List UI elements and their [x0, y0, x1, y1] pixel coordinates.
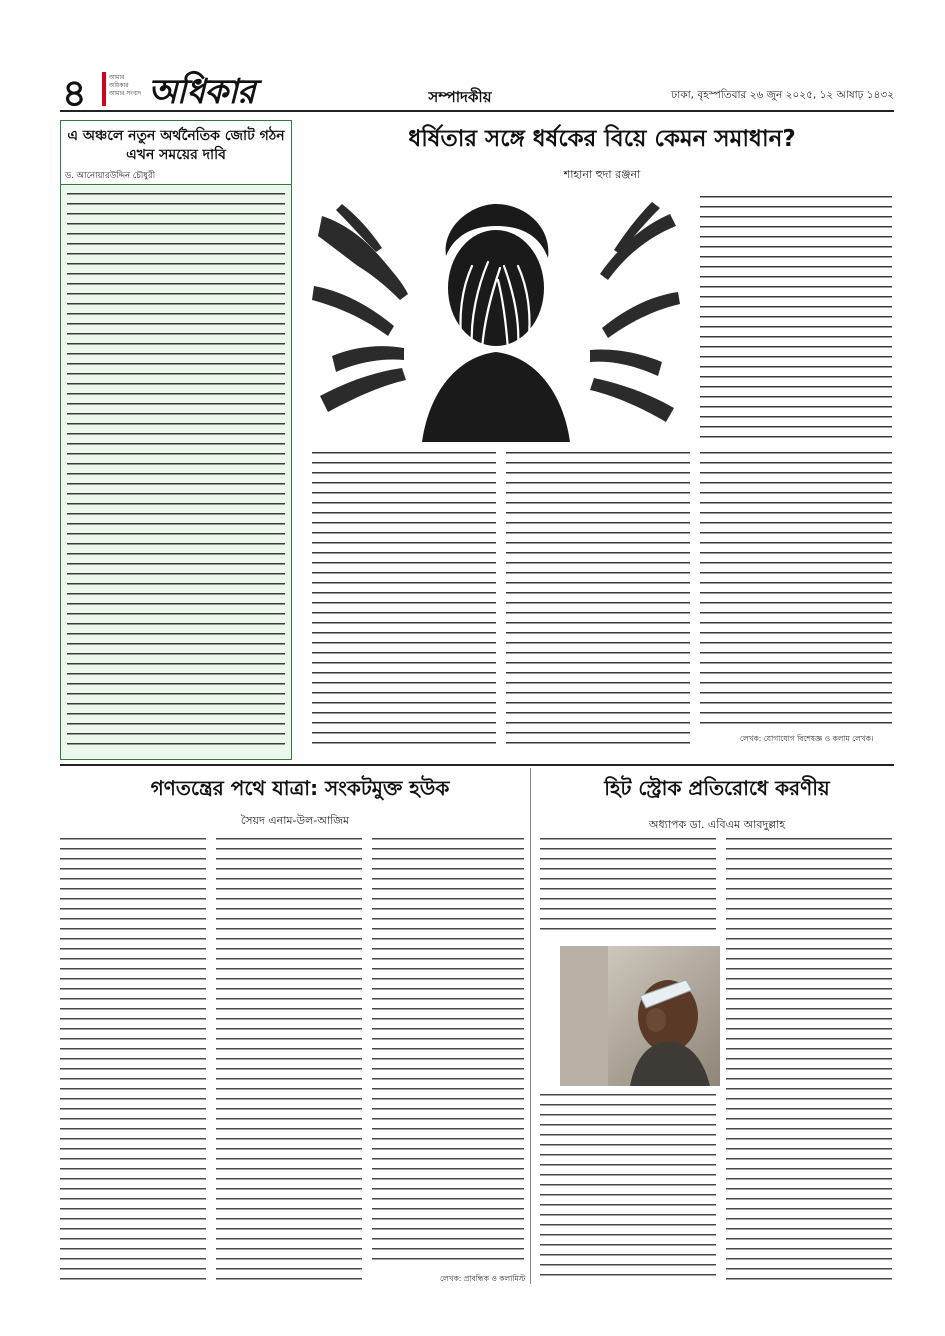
lower-left-headline: গণতন্ত্রের পথে যাত্রা: সংকটমুক্ত হউক: [150, 776, 450, 800]
main-article-text-col-top-right: [700, 196, 892, 442]
dateline: ঢাকা, বৃহস্পতিবার ২৬ জুন ২০২৫, ১২ আষাঢ় ১৪৩২: [671, 89, 894, 101]
man-drinking-water-photo: [560, 946, 720, 1086]
hands-illustration: [312, 196, 680, 442]
lower-left-text-col-3: [372, 838, 524, 1268]
logo-name: অধিকার: [148, 72, 255, 112]
main-byline: শাহানা হুদা রঞ্জনা: [563, 168, 641, 181]
main-illustration: [312, 196, 680, 442]
lower-right-text-col-1-bottom: [540, 1094, 716, 1284]
lower-right-text-col-1-top: [540, 838, 716, 938]
lower-right-byline: অধ্যাপক ডা. এবিএম আবদুল্লাহ: [648, 818, 786, 831]
masthead: [60, 68, 894, 115]
page-number: ৪: [62, 70, 87, 115]
left-article-box: [60, 120, 292, 760]
heatstroke-photo: [560, 946, 720, 1086]
newspaper-logo: [102, 72, 262, 112]
lower-left-credit: লেখক: প্রাবন্ধিক ও কলামিস্ট: [440, 1274, 526, 1283]
lower-right-headline: হিট স্ট্রোক প্রতিরোধে করণীয়: [604, 776, 830, 800]
main-article-text-col-1: [312, 452, 496, 746]
main-article-text-col-3: [700, 452, 892, 728]
lower-left-byline: সৈয়দ এনাম-উল-আজিম: [240, 814, 350, 827]
logo-tagline: আমার অধিকার আমার সংবাদ: [109, 74, 142, 97]
left-article-title: এ অঞ্চলে নতুন অর্থনৈতিক জোট গঠন এখন সময়ের দাবি: [67, 128, 285, 163]
left-article-header: [61, 121, 291, 185]
section-title: সম্পাদকীয়: [428, 88, 492, 106]
section-divider: [60, 764, 894, 766]
lower-left-text-col-1: [60, 838, 206, 1284]
lower-right-text-col-2: [726, 838, 892, 1284]
lower-left-text-col-2: [216, 838, 362, 1284]
left-article-body: [67, 193, 285, 753]
logo-accent-bar: [102, 72, 106, 106]
left-article-byline: ড. আনোয়ারউদ্দিন চৌধুরী: [65, 171, 156, 181]
main-headline: ধর্ষিতার সঙ্গে ধর্ষকের বিয়ে কেমন সমাধান?: [408, 126, 796, 152]
main-article-text-col-2: [506, 452, 690, 746]
column-divider: [530, 768, 531, 1284]
newspaper-page: [60, 68, 894, 1284]
main-article-credit: লেখক: যোগাযোগ বিশেষজ্ঞ ও কলাম লেখক।: [740, 734, 874, 743]
